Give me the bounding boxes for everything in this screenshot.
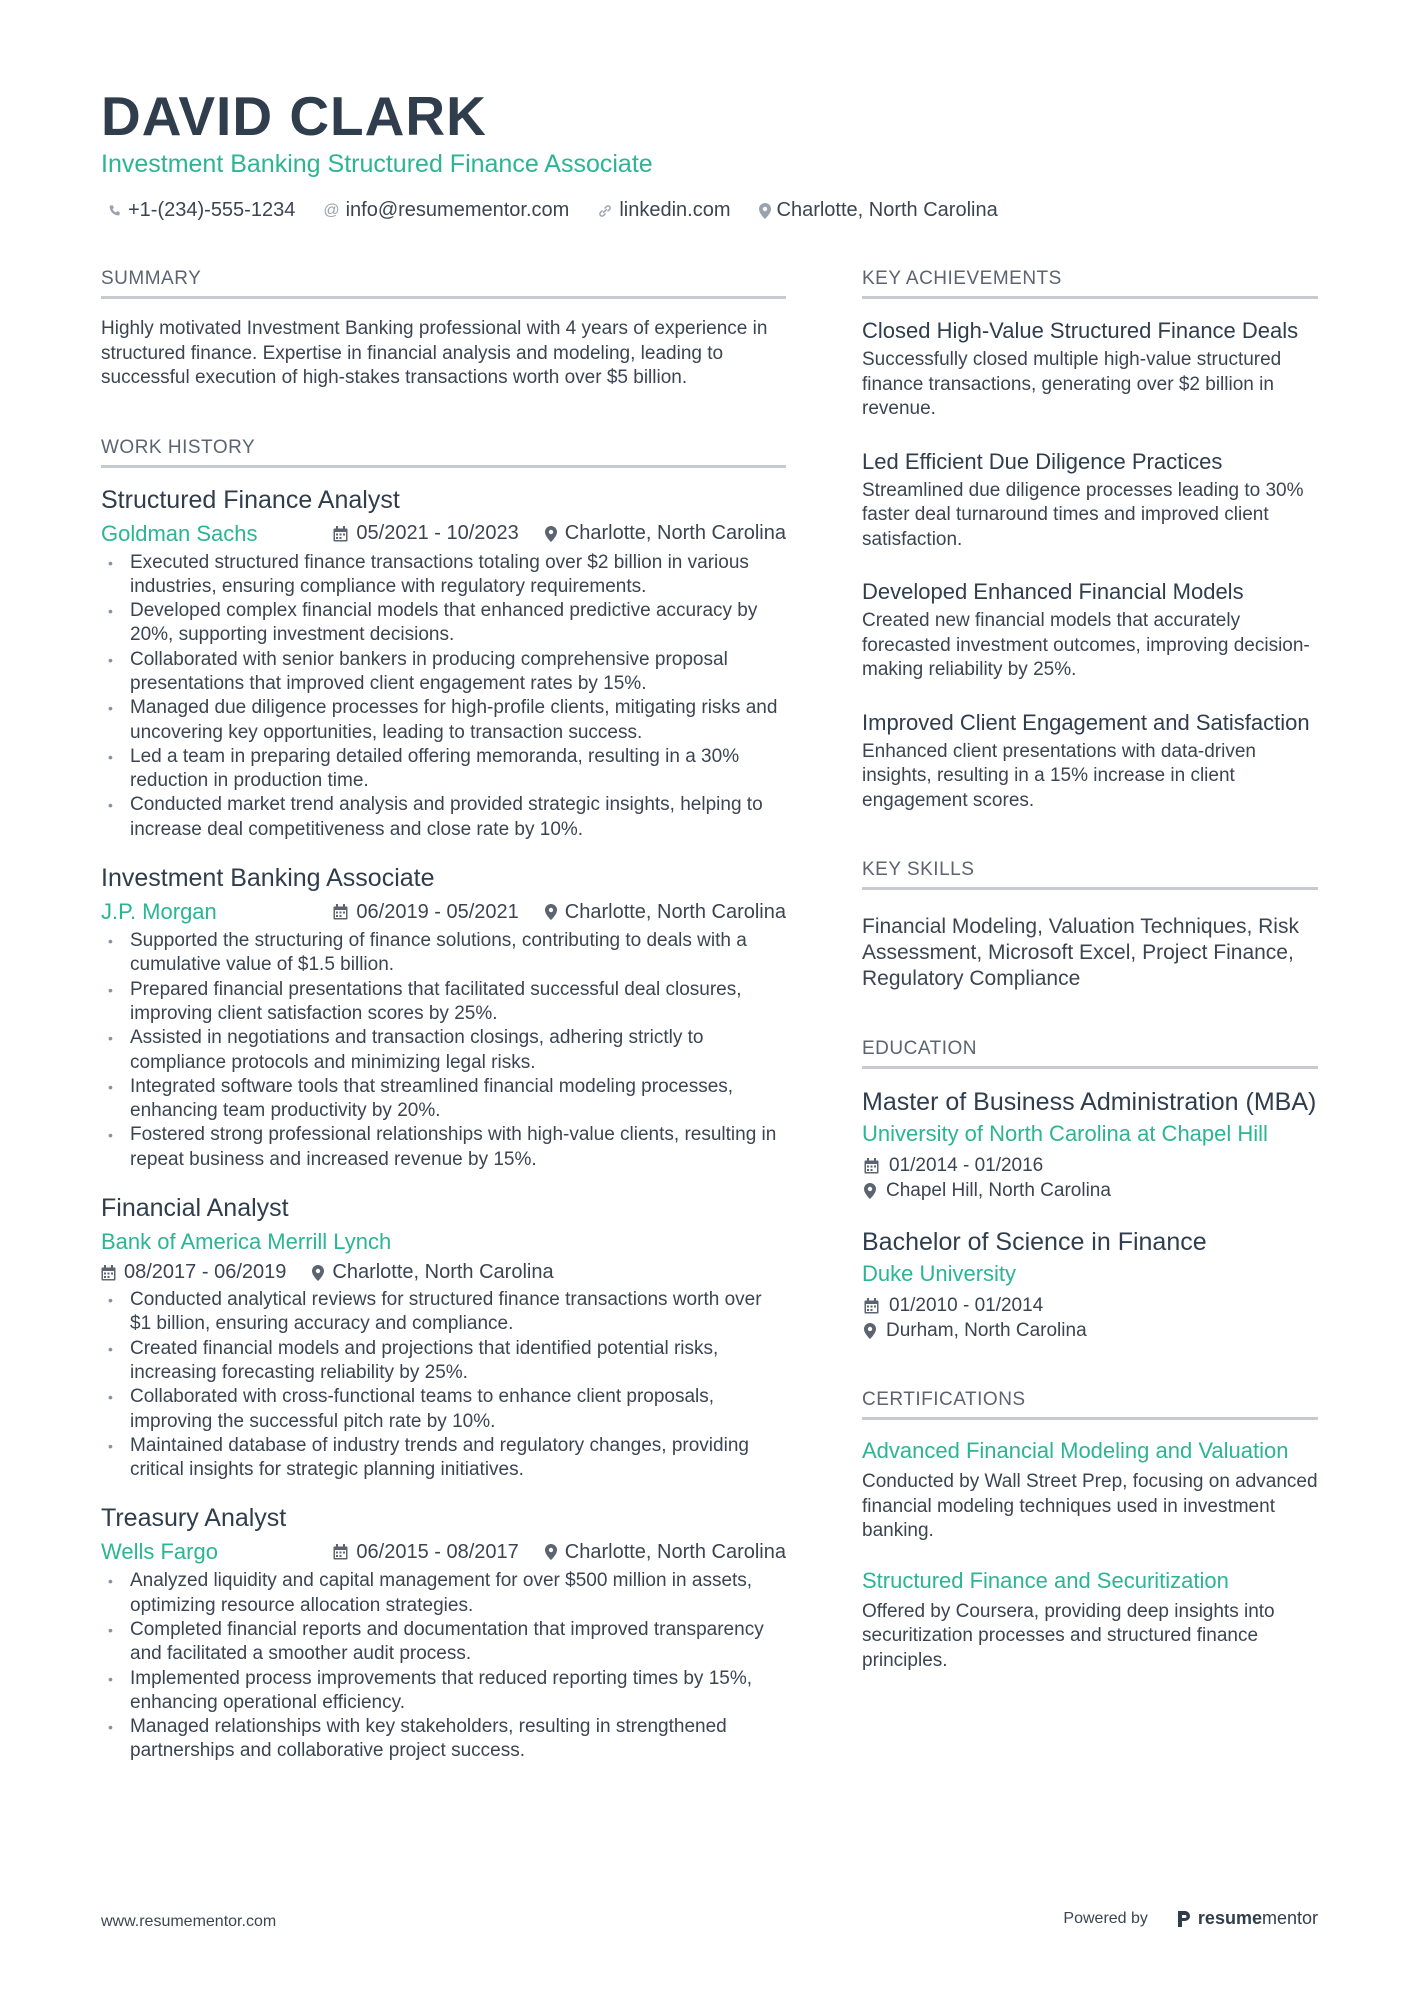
education-school: Duke University [862,1261,1017,1286]
job-bullets [101,1288,786,1482]
education-dates [862,1293,1318,1318]
list-item: • Supported the structuring of finance solutions, contributing to deals with a cumulative value of $1.5 billion. [101,929,786,978]
dates-text: 05/2021 - 10/2023 [356,522,519,544]
calendar-icon [864,1298,879,1314]
job-dates [333,901,518,924]
job-meta [101,1539,786,1565]
location-pin-icon [759,203,771,219]
location-text: Durham, North Carolina [886,1320,1087,1341]
job-location [312,1261,553,1284]
education-location [862,1178,1318,1203]
contact-location [759,199,998,222]
left-column [101,268,786,1786]
location-text: Charlotte, North Carolina [564,522,786,544]
contact-phone [108,199,295,222]
job-title: Financial Analyst [101,1194,289,1223]
job-bullets [101,551,786,843]
achievement-item [862,317,1318,422]
summary-text: Highly motivated Investment Banking professional with 4 years of experience in structured finance. Expertise in financial analysis and modeling, leading to successful execution of high-stakes transactions worth over $5 billion. [101,318,768,388]
achievement-item [862,448,1318,553]
list-item: • Created financial models and projections that identified potential risks, increasing forecasting reliability by 25%. [101,1337,786,1386]
location-pin-icon [545,904,557,920]
location-text: Charlotte, North Carolina [564,900,786,923]
job-entry [101,486,786,843]
job-dates [333,1541,518,1564]
location-text: Charlotte, North Carolina [776,199,998,221]
job-bullets [101,929,786,1172]
certification-desc: Offered by Coursera, providing deep insights into securitization processes and structured finance principles. [862,1600,1275,1671]
job-title: Treasury Analyst [101,1504,287,1533]
company-name: Bank of America Merrill Lynch [101,1229,392,1255]
contact-bar [108,199,1026,222]
achievement-desc: Created new financial models that accurately forecasted investment outcomes, improving decision-making reliability by 25%. [862,610,1310,680]
summary-heading: SUMMARY [101,268,786,299]
education-school: University of North Carolina at Chapel Hill [862,1121,1268,1146]
resumementor-logo-icon [1176,1909,1192,1929]
contact-email[interactable] [323,199,569,222]
list-item: • Prepared financial presentations that facilitated successful deal closures, improving client satisfaction scores by 25%. [101,978,786,1027]
contact-linkedin[interactable] [597,199,730,222]
calendar-icon [101,1265,116,1281]
location-pin-icon [864,1323,876,1339]
work-history-heading: WORK HISTORY [101,437,786,468]
brand-part2: mentor [1261,1908,1318,1928]
right-column [862,268,1318,1697]
calendar-icon [333,1544,348,1560]
certification-desc: Conducted by Wall Street Prep, focusing on advanced financial modeling techniques used in investment banking. [862,1471,1318,1541]
list-item: • Collaborated with cross-functional teams to enhance client proposals, improving the successful pitch rate by 10%. [101,1385,786,1434]
company-name: Wells Fargo [101,1539,218,1565]
at-icon: @ [323,201,340,219]
certification-item [862,1568,1318,1674]
list-item: • Implemented process improvements that reduced reporting times by 15%, enhancing operational efficiency. [101,1667,786,1716]
job-location [545,522,786,545]
education-degree: Master of Business Administration (MBA) [862,1088,1317,1116]
achievement-title: Led Efficient Due Diligence Practices [862,448,1223,474]
achievement-title: Closed High-Value Structured Finance Deals [862,318,1299,343]
certifications-heading: CERTIFICATIONS [862,1389,1318,1420]
achievement-title: Developed Enhanced Financial Models [862,579,1244,604]
calendar-icon [333,904,348,920]
email-text[interactable]: info@resumementor.com [345,199,570,221]
skills-text: Financial Modeling, Valuation Techniques, Risk Assessment, Microsoft Excel, Project Finance, Regulatory Compliance [862,915,1299,990]
job-location [545,901,786,924]
education-degree: Bachelor of Science in Finance [862,1228,1207,1256]
education-dates [862,1153,1318,1178]
education-heading: EDUCATION [862,1038,1318,1069]
job-dates [333,522,518,545]
job-meta [101,521,786,547]
job-location [545,1541,786,1564]
skills-heading: KEY SKILLS [862,859,1318,890]
list-item: • Executed structured finance transactions totaling over $2 billion in various industries, ensuring compliance with regulatory requirements. [101,551,786,600]
location-text: Charlotte, North Carolina [332,1261,554,1284]
list-item: • Conducted market trend analysis and provided strategic insights, helping to increase deal competitiveness and close rate by 10%. [101,793,786,842]
calendar-icon [864,1158,879,1174]
job-meta [101,899,786,925]
dates-text: 01/2014 - 01/2016 [889,1155,1044,1176]
job-meta [101,1261,786,1284]
location-pin-icon [545,1544,557,1560]
dates-text: 06/2015 - 08/2017 [356,1540,519,1563]
certification-item [862,1438,1318,1544]
company-name: J.P. Morgan [101,899,217,925]
dates-text: 01/2010 - 01/2014 [889,1295,1044,1316]
achievement-desc: Streamlined due diligence processes leading to 30% faster deal turnaround times and improved client satisfaction. [862,479,1304,550]
footer-branding [1063,1908,1318,1929]
education-item [862,1227,1318,1343]
job-dates [101,1261,286,1284]
dates-text: 08/2017 - 06/2019 [124,1261,287,1284]
list-item: • Maintained database of industry trends and regulatory changes, providing critical insights for strategic planning initiatives. [101,1434,786,1483]
list-item: • Developed complex financial models that enhanced predictive accuracy by 20%, supporting investment decisions. [101,599,786,648]
list-item: • Managed due diligence processes for high-profile clients, mitigating risks and uncovering key opportunities, leading to transaction success. [101,696,786,745]
list-item: • Fostered strong professional relationships with high-value clients, resulting in repeat business and increased revenue by 15%. [101,1123,786,1172]
company-name: Goldman Sachs [101,520,258,546]
list-item: • Led a team in preparing detailed offering memoranda, resulting in a 30% reduction in production time. [101,745,786,794]
job-entry [101,1194,786,1482]
list-item: • Assisted in negotiations and transaction closings, adhering strictly to compliance protocols and minimizing legal risks. [101,1026,786,1075]
certification-title: Advanced Financial Modeling and Valuation [862,1438,1289,1463]
job-entry [101,864,786,1172]
list-item: • Integrated software tools that streamlined financial modeling processes, enhancing team productivity by 20%. [101,1075,786,1124]
brand-part1: resume [1197,1908,1262,1928]
achievement-desc: Enhanced client presentations with data-driven insights, resulting in a 15% increase in client engagement scores. [862,740,1256,811]
certification-title: Structured Finance and Securitization [862,1567,1229,1593]
link-icon [597,203,613,219]
phone-icon [108,204,122,218]
powered-by-text: Powered by [1063,1909,1148,1927]
achievement-item [862,709,1318,814]
achievement-desc: Successfully closed multiple high-value structured finance transactions, generating over $2 billion in revenue. [862,349,1282,419]
brand-logo[interactable] [1176,1908,1318,1929]
education-location [862,1318,1318,1343]
location-pin-icon [312,1265,324,1281]
location-text: Chapel Hill, North Carolina [886,1180,1111,1201]
job-title: Structured Finance Analyst [101,485,400,514]
phone-text: +1-(234)-555-1234 [128,199,296,221]
achievement-title: Improved Client Engagement and Satisfaction [862,709,1310,735]
list-item: • Conducted analytical reviews for structured finance transactions worth over $1 billion, ensuring accuracy and compliance. [101,1288,786,1337]
calendar-icon [333,526,348,542]
job-title: Investment Banking Associate [101,864,435,893]
location-pin-icon [864,1183,876,1199]
achievements-heading: KEY ACHIEVEMENTS [862,268,1318,299]
candidate-title: Investment Banking Structured Finance Associate [101,150,653,178]
linkedin-text[interactable]: linkedin.com [619,199,731,221]
list-item: • Analyzed liquidity and capital management for over $500 million in assets, optimizing resource allocation strategies. [101,1569,786,1618]
education-item [862,1087,1318,1203]
achievement-item [862,578,1318,683]
dates-text: 06/2019 - 05/2021 [356,900,519,923]
candidate-name: DAVID CLARK [101,85,487,147]
job-bullets [101,1569,786,1763]
location-text: Charlotte, North Carolina [564,1540,786,1563]
job-entry [101,1504,786,1763]
footer-website[interactable]: www.resumementor.com [101,1913,277,1930]
list-item: • Completed financial reports and documentation that improved transparency and facilitated a smoother audit process. [101,1618,786,1667]
list-item: • Collaborated with senior bankers in producing comprehensive proposal presentations that improved client engagement rates by 15%. [101,648,786,697]
location-pin-icon [545,526,557,542]
list-item: • Managed relationships with key stakeholders, resulting in strengthened partnerships and collaborative project success. [101,1715,786,1764]
